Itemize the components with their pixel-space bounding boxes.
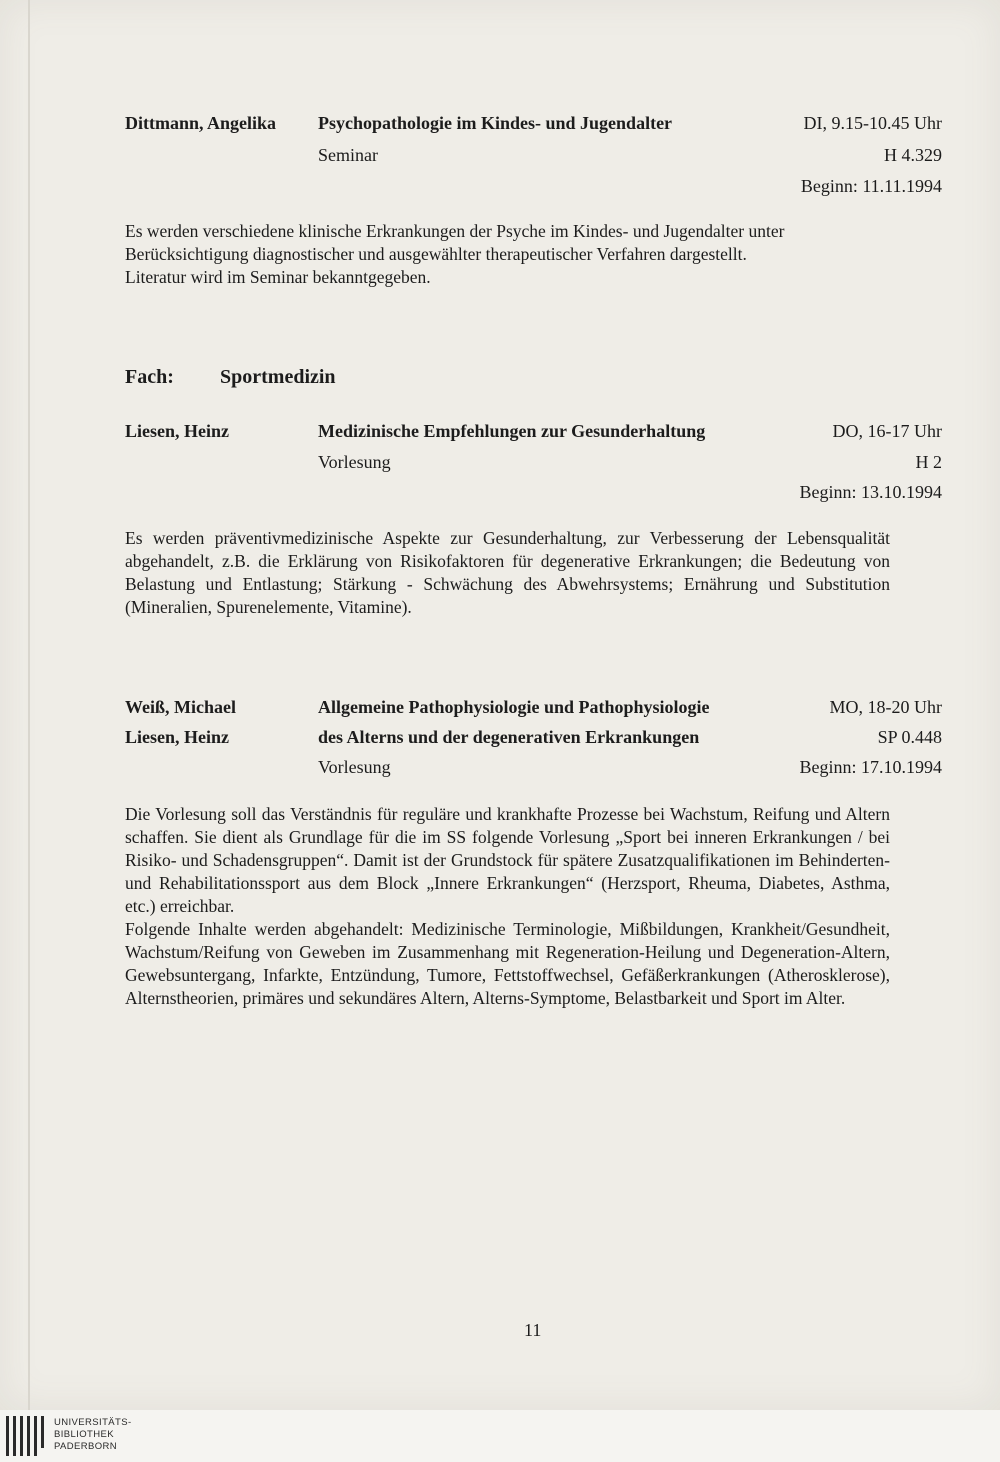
entry1-title: Psychopathologie im Kindes- und Jugendalter [318,113,673,133]
entry1-start: Beginn: 11.11.1994 [800,176,942,196]
entry3-description-text: Die Vorlesung soll das Verständnis für reguläre und krankhafte Prozesse bei Wachstum, Reifung und Altern schaffen. Sie dient als Grundlage für die im SS folgende Vorlesung „Sport bei inneren Erkrankungen / bei Risiko- und Schadensgruppen“. Damit ist der Grundstock für spätere Zusatzqualifikationen im Behinderten- und Rehabilitationssport aus dem Block „Innere Erkrankungen“ (Herzsport, Rheuma, Diabetes, Asthma, etc.) erreichbar. [125,804,890,916]
entry2-description [125,527,890,619]
entry3-title2: des Alterns und der degenerativen Erkrankungen [318,727,700,747]
entry3-title: Allgemeine Pathophysiologie und Pathophysiologie [318,697,710,717]
entry2-title: Medizinische Empfehlungen zur Gesunderhaltung [318,421,706,441]
section-name: Sportmedizin [220,366,336,388]
entry3-room: SP 0.448 [877,727,942,747]
entry1-type: Seminar [318,145,378,165]
page-spine-shadow [28,0,30,1410]
entry1-time: DI, 9.15-10.45 Uhr [803,113,942,133]
entry3-time: MO, 18-20 Uhr [829,697,942,717]
entry1-description [125,220,890,289]
library-name-line2: BIBLIOTHEK [54,1429,114,1440]
library-footer [0,1410,1000,1462]
entry2-description-text: Es werden präventivmedizinische Aspekte zur Gesunderhaltung, zur Verbesserung der Lebensqualität abgehandelt, z.B. die Erklärung von Risikofaktoren für degenerative Erkrankungen; die Bedeutung von Belastung und Entlastung; Stärkung - Schwächung des Abwehrsystems; Ernährung und Substitution (Mineralien, Spurenelemente, Vitamine). [125,528,890,617]
entry2-time: DO, 16-17 Uhr [832,421,942,441]
entry1-description-line: Es werden verschiedene klinische Erkrankungen der Psyche im Kindes- und Jugendalter unter [125,221,785,241]
entry2-type: Vorlesung [318,452,391,472]
entry2-start: Beginn: 13.10.1994 [799,482,942,502]
entry2-lecturer: Liesen, Heinz [125,421,229,441]
entry3-type: Vorlesung [318,757,391,777]
entry2-room: H 2 [915,452,942,472]
entry1-room: H 4.329 [884,145,942,165]
entry3-start: Beginn: 17.10.1994 [799,757,942,777]
entry1-description-line: Literatur wird im Seminar bekanntgegeben. [125,267,431,287]
page-number: 11 [524,1320,542,1340]
entry3-lecturer: Weiß, Michael [125,697,236,717]
library-logo-text [54,1417,132,1453]
section-label: Fach: [125,366,174,388]
entry3-lecturer2: Liesen, Heinz [125,727,229,747]
entry3-description-text2: Folgende Inhalte werden abgehandelt: Medizinische Terminologie, Mißbildungen, Krankheit/Gesundheit, Wachstum/Reifung von Geweben im Zusammenhang mit Regeneration-Heilung und Degeneration-Altern, Gewebsuntergang, Infarkte, Entzündung, Tumore, Fettstoffwechsel, Gefäßerkrankungen (Atherosklerose), Alternstheorien, primäres und sekundäres Altern, Alterns-Symptome, Belastbarkeit und Sport im Alter. [125,919,890,1008]
library-logo-icon [6,1416,48,1456]
library-name-line3: PADERBORN [54,1441,118,1452]
entry3-description [125,803,890,1010]
library-name-line1: UNIVERSITÄTS- [54,1417,132,1428]
entry1-lecturer: Dittmann, Angelika [125,113,277,133]
entry1-description-line: Berücksichtigung diagnostischer und ausgewählter therapeutischer Verfahren dargestellt. [125,244,747,264]
